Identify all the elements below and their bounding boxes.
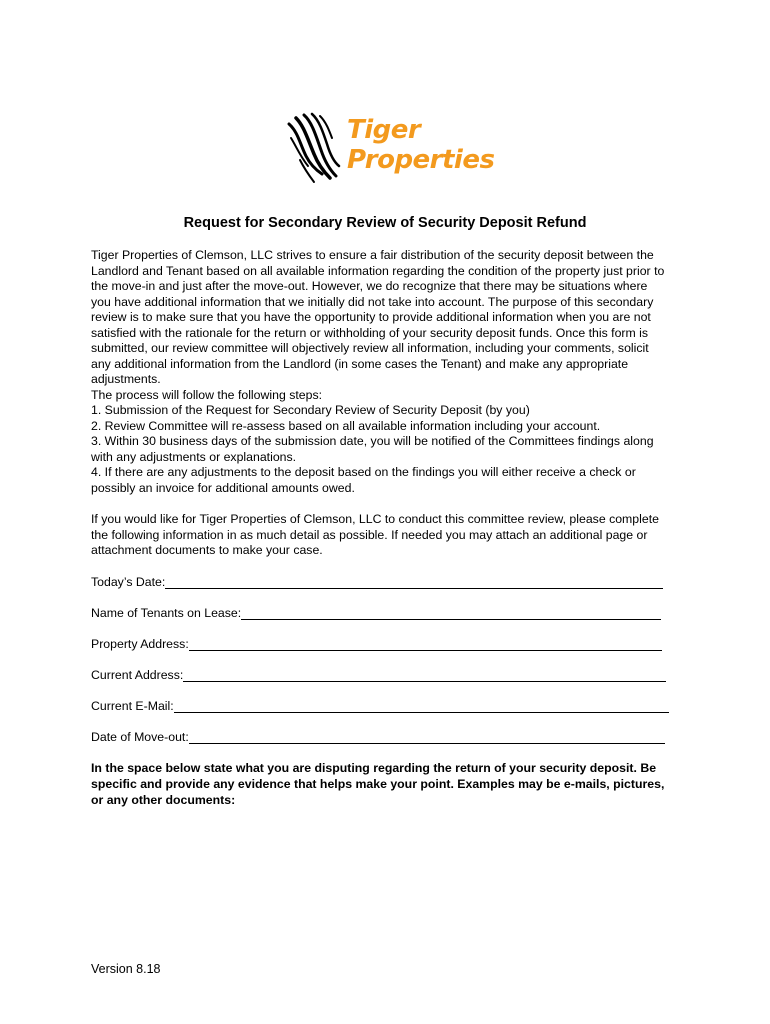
- dispute-instructions: [91, 760, 691, 808]
- intro-line: adjustments.: [91, 372, 161, 386]
- step-4-cont: possibly an invoice for additional amounts owed.: [91, 480, 355, 495]
- step-3-cont: with any adjustments or explanations.: [91, 449, 297, 464]
- todays-date-field: [91, 573, 681, 591]
- logo-line-1: Tiger: [347, 115, 421, 145]
- intro-line: Landlord and Tenant based on all available information regarding the condition of the property just prior to: [91, 263, 665, 278]
- intro-paragraph: [91, 248, 691, 496]
- todays-date-input-line[interactable]: [165, 575, 663, 589]
- step-4: 4. If there are any adjustments to the deposit based on the findings you will either receive a check or: [91, 465, 636, 479]
- tiger-properties-logo: [286, 112, 495, 186]
- tenants-label: Name of Tenants on Lease:: [91, 606, 242, 620]
- move-out-field: [91, 728, 681, 746]
- step-3: 3. Within 30 business days of the submission date, you will be notified of the Committees findings along: [91, 434, 654, 448]
- request-line: If you would like for Tiger Properties of Clemson, LLC to conduct this committee review, please complete: [91, 512, 659, 526]
- request-paragraph: [91, 512, 691, 559]
- current-email-input-line[interactable]: [174, 699, 669, 713]
- intro-line: review is to make sure that you have the opportunity to provide additional information when you are not: [91, 310, 651, 324]
- property-address-input-line[interactable]: [189, 637, 662, 651]
- request-line: the following information in as much detail as possible. If needed you may attach an additional page or: [91, 527, 648, 542]
- intro-line: any additional information from the Landlord (in some cases the Tenant) and make any appropriate: [91, 356, 629, 371]
- intro-line: you have additional information that we initially did not take into account. The purpose of this secondary: [91, 294, 654, 309]
- intro-line: The process will follow the following steps:: [91, 387, 323, 402]
- property-address-field: [91, 635, 681, 653]
- intro-line: the move-in and just after the move-out. However, we do recognize that there may be situations where: [91, 279, 648, 293]
- logo-line-2: Properties: [347, 145, 495, 175]
- todays-date-label: Today’s Date:: [91, 575, 166, 589]
- move-out-label: Date of Move-out:: [91, 730, 189, 744]
- current-email-label: Current E-Mail:: [91, 699, 174, 713]
- request-line: attachment documents to make your case.: [91, 543, 323, 557]
- current-address-field: [91, 666, 681, 684]
- step-1: 1. Submission of the Request for Secondary Review of Security Deposit (by you): [91, 403, 530, 417]
- instruction-line: or any other documents:: [91, 793, 236, 807]
- tenants-input-line[interactable]: [241, 606, 661, 620]
- instruction-line: In the space below state what you are disputing regarding the return of your security deposit. Be: [91, 761, 657, 775]
- step-2: 2. Review Committee will re-assess based on all available information including your account.: [91, 418, 601, 433]
- intro-line: Tiger Properties of Clemson, LLC strives to ensure a fair distribution of the security deposit between the: [91, 248, 654, 262]
- current-address-label: Current Address:: [91, 668, 184, 682]
- tenants-field: [91, 604, 681, 622]
- tiger-stripes-icon: [286, 112, 348, 186]
- instruction-line: specific and provide any evidence that helps make your point. Examples may be e-mails, pictures,: [91, 777, 665, 791]
- property-address-label: Property Address:: [91, 637, 189, 651]
- current-address-input-line[interactable]: [183, 668, 666, 682]
- intro-line: satisfied with the rationale for the return or withholding of your security deposit funds. Once this form is: [91, 325, 649, 340]
- intro-line: submitted, our review committee will objectively review all information, including your comments, solicit: [91, 341, 649, 355]
- move-out-input-line[interactable]: [189, 730, 665, 744]
- current-email-field: [91, 697, 681, 715]
- document-title: Request for Secondary Review of Security Deposit Refund: [183, 215, 587, 231]
- version-label: Version 8.18: [91, 962, 161, 976]
